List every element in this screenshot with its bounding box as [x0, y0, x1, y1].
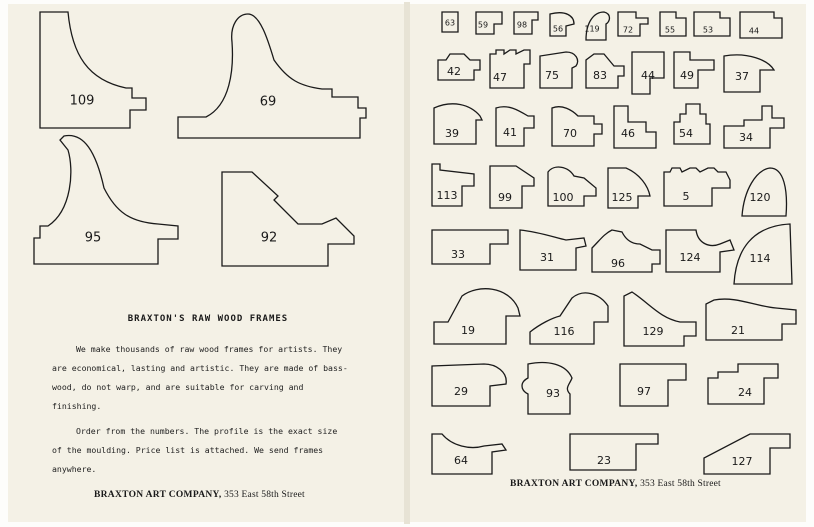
profile-label: 119 [584, 24, 600, 34]
profile-label: 75 [545, 69, 559, 82]
company-name: BRAXTON ART COMPANY, [510, 479, 638, 489]
company-address: 353 East 58th Street [640, 479, 721, 489]
intro-text [52, 340, 350, 485]
profile-label: 56 [552, 24, 564, 34]
profile-label: 19 [461, 324, 475, 337]
profile-shape [724, 106, 784, 148]
profile-label: 127 [731, 455, 753, 468]
profile-shape [178, 14, 366, 138]
profile-shape [740, 12, 782, 38]
profile-label: 109 [69, 93, 95, 109]
page-heading: BRAXTON'S RAW WOOD FRAMES [127, 314, 289, 324]
profile-label: 99 [498, 191, 512, 204]
profile-shape [592, 230, 660, 272]
company-address: 353 East 58th Street [224, 490, 305, 500]
profile-label: 124 [679, 251, 701, 264]
profile-label: 21 [731, 324, 745, 337]
right-footer [510, 479, 721, 489]
profile-shape [552, 107, 602, 146]
profile-label: 53 [702, 25, 714, 35]
profile-shape [520, 230, 586, 270]
profile-label: 34 [739, 131, 753, 144]
profile-label: 69 [259, 94, 277, 110]
profile-label: 125 [611, 191, 633, 204]
profile-label: 44 [641, 69, 655, 82]
profile-label: 100 [552, 191, 574, 204]
profile-shape [432, 434, 506, 474]
intro-paragraph-1: We make thousands of raw wood frames for artists. They are economical, lasting and artistic. They are made of bass-wood, do not warp, and are suitable for carving and finishing. [52, 344, 348, 411]
profile-label: 70 [563, 127, 577, 140]
profile-label: 29 [454, 385, 468, 398]
profile-shape [724, 55, 774, 92]
profile-label: 37 [735, 70, 749, 83]
profile-label: 46 [621, 127, 635, 140]
profile-label: 42 [447, 65, 461, 78]
profile-label: 113 [436, 189, 458, 202]
profile-shape [620, 364, 686, 406]
profile-label: 72 [622, 25, 634, 35]
profile-label: 98 [516, 20, 528, 30]
profile-label: 95 [84, 230, 102, 246]
profile-label: 129 [642, 325, 664, 338]
profile-label: 63 [444, 18, 456, 28]
profile-shape [570, 434, 658, 470]
profile-label: 96 [611, 257, 625, 270]
intro-paragraph-2: Order from the numbers. The profile is the exact size of the moulding. Price list is attached. We send frames anywhere. [52, 426, 338, 474]
profile-label: 24 [738, 386, 752, 399]
profile-shape [704, 434, 790, 474]
profile-label: 33 [451, 248, 465, 261]
profile-shape [40, 12, 146, 128]
profile-shape [434, 289, 520, 344]
profile-label: 54 [679, 127, 693, 140]
profile-label: 93 [546, 387, 560, 400]
profile-shape [664, 168, 730, 206]
profile-label: 23 [597, 454, 611, 467]
profile-label: 59 [477, 20, 489, 30]
profile-label: 39 [445, 127, 459, 140]
profile-shape [432, 364, 506, 406]
profile-label: 92 [260, 230, 278, 246]
left-footer [94, 490, 305, 500]
profile-label: 44 [748, 26, 760, 36]
profile-shape [706, 299, 796, 340]
profile-shape [490, 166, 534, 208]
profile-shape [432, 230, 508, 264]
profile-label: 5 [682, 190, 690, 203]
company-name: BRAXTON ART COMPANY, [94, 490, 222, 500]
profile-shape [34, 135, 178, 264]
profile-label: 55 [664, 25, 676, 35]
profile-label: 64 [454, 454, 468, 467]
profile-label: 47 [493, 71, 507, 84]
profile-label: 114 [749, 252, 771, 265]
profile-label: 31 [540, 251, 554, 264]
profile-label: 97 [637, 385, 651, 398]
profile-label: 41 [503, 126, 517, 139]
profile-label: 83 [593, 69, 607, 82]
profile-label: 49 [680, 69, 694, 82]
profile-label: 116 [553, 325, 575, 338]
profile-label: 120 [749, 191, 771, 204]
profile-shape [222, 172, 354, 266]
